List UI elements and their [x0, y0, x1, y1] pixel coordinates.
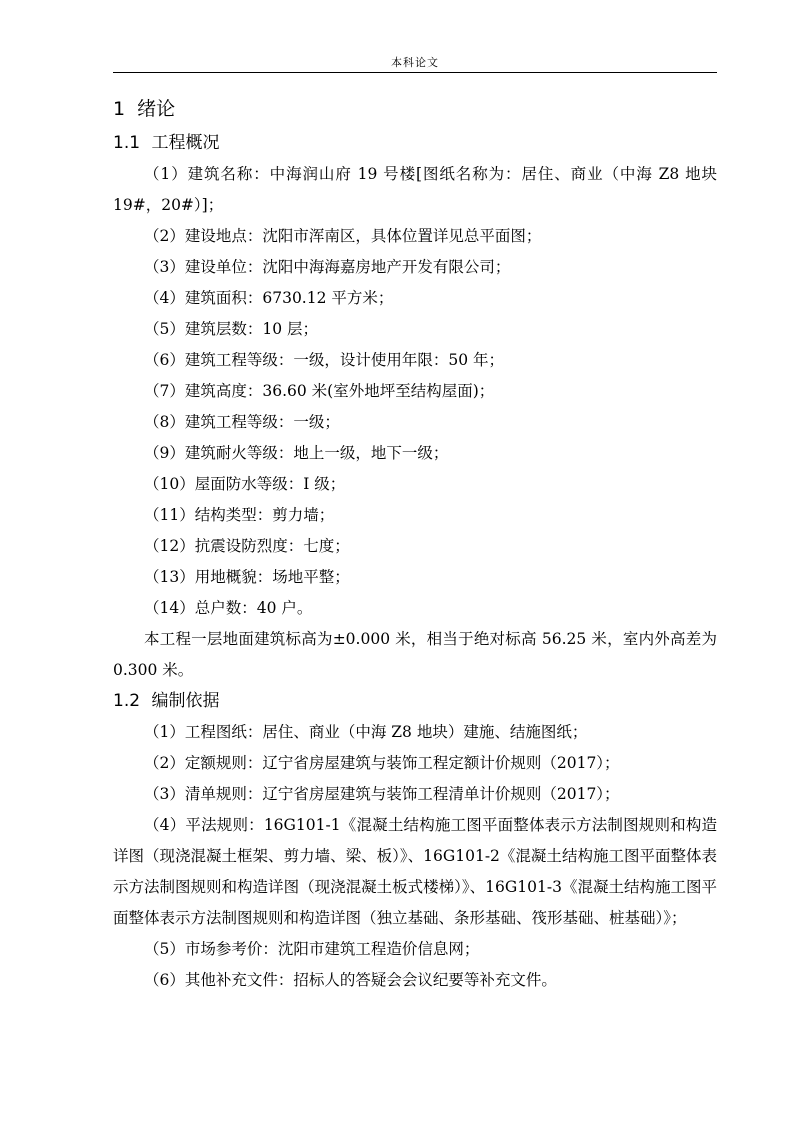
basis-item: （2）定额规则：辽宁省房屋建筑与装饰工程定额计价规则（2017）； — [144, 754, 620, 772]
section-title: 编制依据 — [151, 691, 220, 711]
section-number: 1.2 — [113, 691, 141, 711]
basis-item: （5）市场参考价：沈阳市建筑工程造价信息网； — [144, 940, 480, 958]
basis-item: （6）其他补充文件：招标人的答疑会会议纪要等补充文件。 — [144, 971, 557, 989]
section-title: 工程概况 — [151, 133, 220, 153]
basis-item: （4）平法规则：16G101-1《混凝土结构施工图平面整体表示方法制图规则和构造详图（现浇混凝土框架、剪力墙、梁、板）》、16G101-2《混凝土结构施工图平面整体表示方法制图规则和构造详图（现浇混凝土板式楼梯）》、16G101-3《混凝土结构施工图平面整体表示方法制图规则和构造详图（独立基础、条形基础、筏形基础、桩基础）》； — [113, 816, 717, 927]
elevation-paragraph: 本工程一层地面建筑标高为±0.000 米，相当于绝对标高 56.25 米，室内外高差为 0.300 米。 — [113, 630, 717, 679]
basis-item: （1）工程图纸：居住、商业（中海 Z8 地块）建施、结施图纸； — [144, 723, 588, 741]
page-header: 本科论文 — [391, 56, 439, 69]
overview-item: （14）总户数：40 户。 — [144, 599, 313, 617]
overview-item: （4）建筑面积：6730.12 平方米； — [144, 289, 394, 307]
section-heading-1-2 — [113, 686, 717, 717]
overview-item: （1）建筑名称：中海润山府 19 号楼[图纸名称为：居住、商业（中海 Z8 地块 19#，20#）]； — [113, 165, 717, 214]
overview-item: （11）结构类型：剪力墙； — [144, 506, 335, 524]
overview-item: （9）建筑耐火等级：地上一级，地下一级； — [144, 444, 449, 462]
section-number: 1.1 — [113, 133, 141, 153]
chapter-title: 绪论 — [137, 98, 176, 120]
basis-item: （3）清单规则：辽宁省房屋建筑与装饰工程清单计价规则（2017）； — [144, 785, 620, 803]
overview-item: （7）建筑高度：36.60 米(室外地坪至结构屋面)； — [144, 382, 495, 400]
chapter-heading — [113, 94, 717, 124]
overview-item: （2）建设地点：沈阳市浑南区，具体位置详见总平面图； — [144, 227, 542, 245]
overview-item: （5）建筑层数：10 层； — [144, 320, 319, 338]
section-heading-1-1 — [113, 128, 717, 159]
overview-item: （10）屋面防水等级：I 级； — [144, 475, 346, 493]
overview-item: （8）建筑工程等级：一级； — [144, 413, 340, 431]
header-rule — [113, 72, 717, 73]
document-body — [113, 94, 717, 996]
overview-item: （12）抗震设防烈度：七度； — [144, 537, 350, 555]
overview-item: （6）建筑工程等级：一级，设计使用年限：50 年； — [144, 351, 505, 369]
overview-item: （13）用地概貌：场地平整； — [144, 568, 350, 586]
overview-item: （3）建设单位：沈阳中海海嘉房地产开发有限公司； — [144, 258, 511, 276]
chapter-number: 1 — [113, 98, 126, 120]
